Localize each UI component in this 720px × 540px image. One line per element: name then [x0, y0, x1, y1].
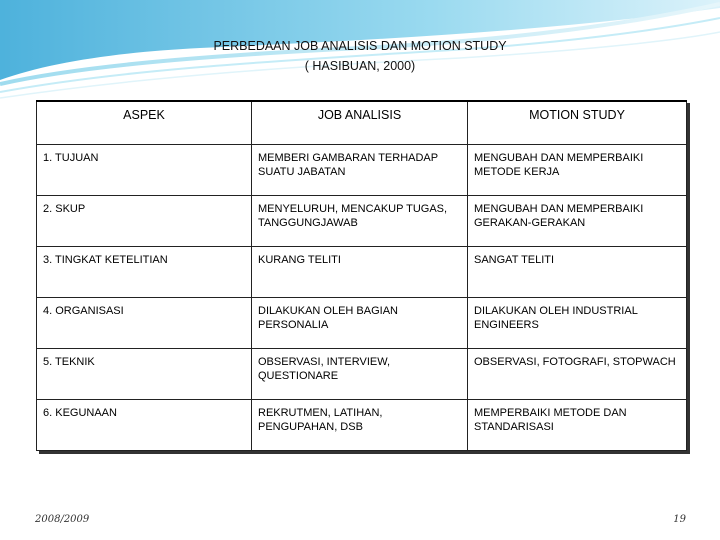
cell-job-analisis: OBSERVASI, INTERVIEW, QUESTIONARE [252, 349, 468, 400]
cell-motion-study: DILAKUKAN OLEH INDUSTRIAL ENGINEERS [468, 298, 687, 349]
cell-job-analisis: KURANG TELITI [252, 247, 468, 298]
table-row [37, 400, 687, 451]
slide-subtitle: ( HASIBUAN, 2000) [304, 59, 416, 73]
cell-aspek: 1. TUJUAN [37, 145, 252, 196]
header-job-analisis: JOB ANALISIS [252, 101, 468, 145]
cell-job-analisis: DILAKUKAN OLEH BAGIAN PERSONALIA [252, 298, 468, 349]
header-aspek: ASPEK [37, 101, 252, 145]
cell-job-analisis: MEMBERI GAMBARAN TERHADAP SUATU JABATAN [252, 145, 468, 196]
table-row [37, 145, 687, 196]
footer-date: 2008/2009 [35, 514, 90, 525]
cell-aspek: 2. SKUP [37, 196, 252, 247]
header-swoosh-decoration [0, 0, 720, 110]
cell-aspek: 4. ORGANISASI [37, 298, 252, 349]
table-row [37, 247, 687, 298]
cell-aspek: 6. KEGUNAAN [37, 400, 252, 451]
cell-job-analisis: REKRUTMEN, LATIHAN, PENGUPAHAN, DSB [252, 400, 468, 451]
table-row [37, 298, 687, 349]
comparison-table [36, 100, 687, 451]
cell-motion-study: MENGUBAH DAN MEMPERBAIKI GERAKAN-GERAKAN [468, 196, 687, 247]
page-number: 19 [673, 514, 686, 525]
cell-motion-study: MEMPERBAIKI METODE DAN STANDARISASI [468, 400, 687, 451]
cell-motion-study: SANGAT TELITI [468, 247, 687, 298]
cell-motion-study: MENGUBAH DAN MEMPERBAIKI METODE KERJA [468, 145, 687, 196]
cell-aspek: 3. TINGKAT KETELITIAN [37, 247, 252, 298]
cell-motion-study: OBSERVASI, FOTOGRAFI, STOPWACH [468, 349, 687, 400]
table-row [37, 349, 687, 400]
cell-job-analisis: MENYELURUH, MENCAKUP TUGAS, TANGGUNGJAWAB [252, 196, 468, 247]
table-header-row [37, 101, 687, 145]
header-motion-study: MOTION STUDY [468, 101, 687, 145]
table-row [37, 196, 687, 247]
cell-aspek: 5. TEKNIK [37, 349, 252, 400]
slide-title: PERBEDAAN JOB ANALISIS DAN MOTION STUDY [213, 39, 507, 53]
